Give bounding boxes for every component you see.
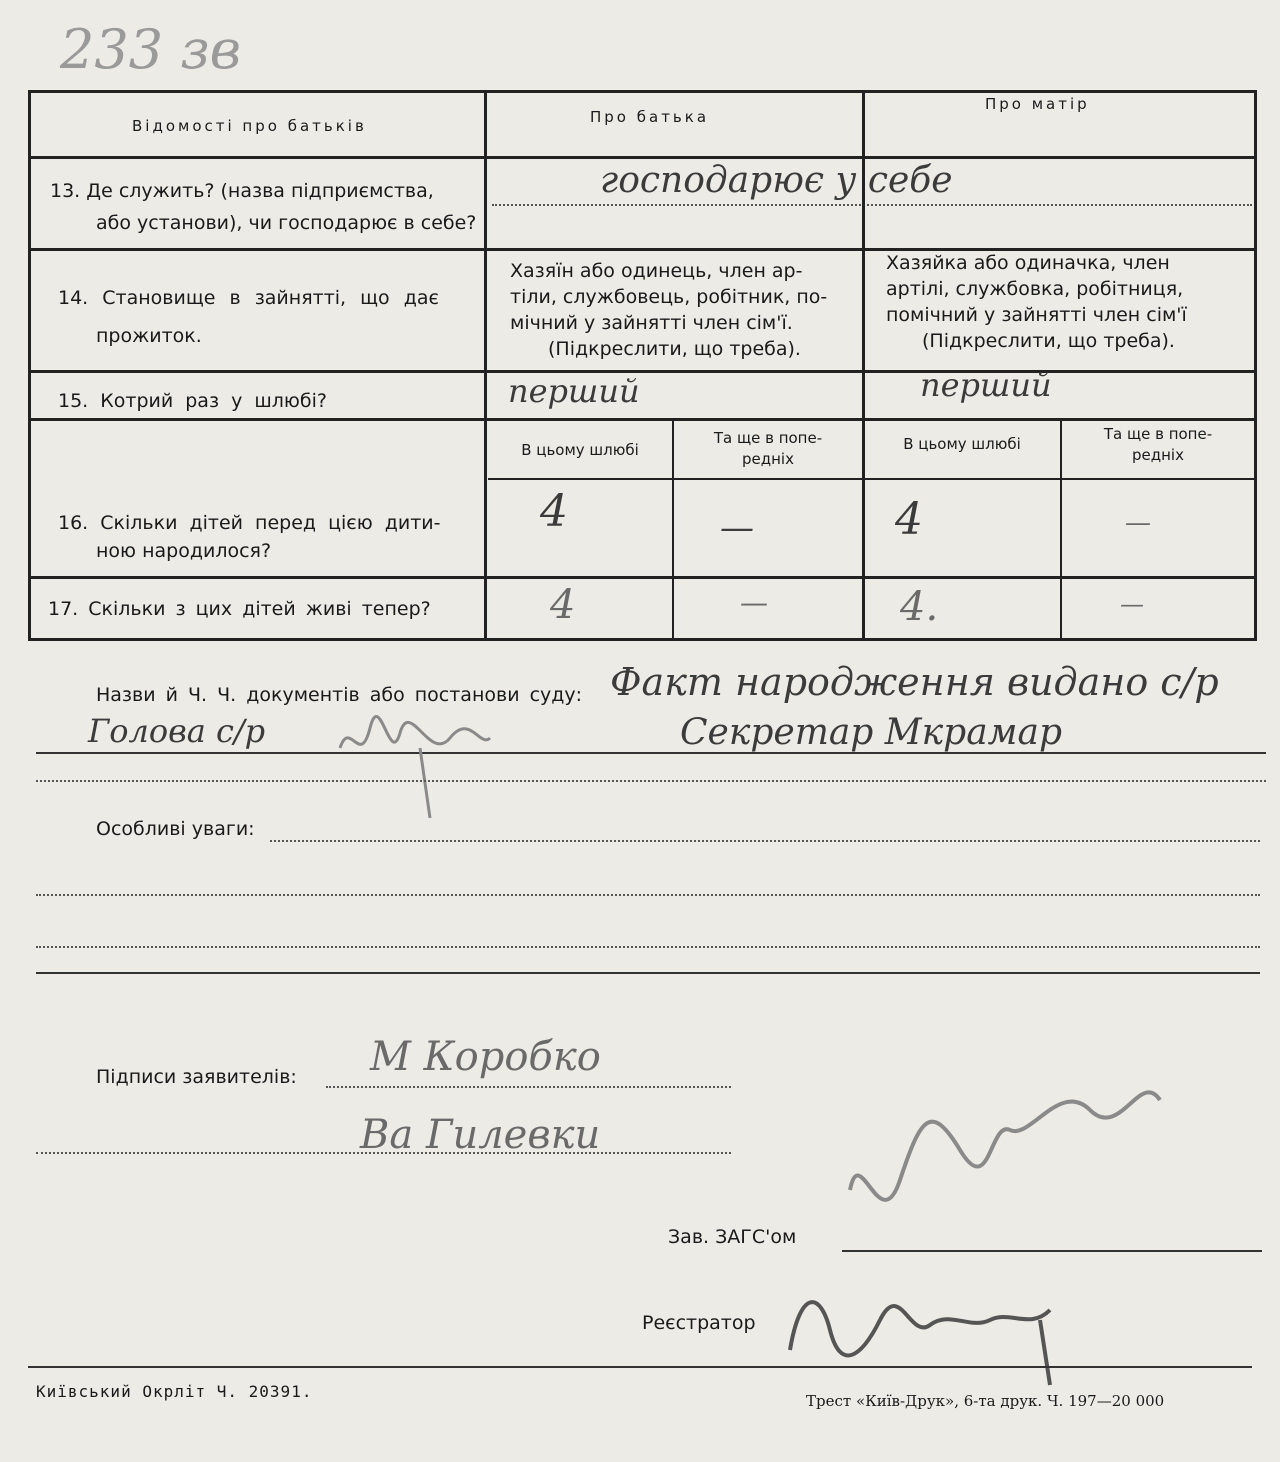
row16-label-line2: ною народилося? — [96, 540, 272, 562]
row17-father-this: 4 — [550, 582, 576, 628]
row13-label-line1: 13. Де служить? (назва підприємства, — [50, 180, 434, 202]
row14-mother-line: Хазяйка або одиначка, член — [886, 252, 1170, 274]
archive-mark: 233 зв — [60, 18, 242, 81]
head-signature-scribble — [330, 708, 500, 818]
row16-mother-this: 4 — [895, 494, 923, 545]
row13-label-line2: або установи), чи господарює в себе? — [96, 212, 477, 234]
row14-father-line: Хазяїн або одинець, член ар- — [510, 260, 803, 282]
documents-value-line1: Факт народження видано с/р — [610, 660, 1219, 704]
notes-line-1 — [270, 840, 1260, 842]
zags-signature — [840, 1060, 1180, 1260]
row17-label: 17. Скільки з цих дітей живі тепер? — [48, 598, 431, 620]
documents-value-line2a: Голова с/р — [88, 712, 266, 750]
row16-father-prev-header-1: Та ще в попе- — [713, 429, 823, 447]
row16-mother-this-header: В цьому шлюбі — [903, 435, 1021, 453]
row15-mother-answer: перший — [920, 366, 1052, 404]
row16-mother-prev-header-1: Та ще в попе- — [1103, 425, 1213, 443]
head-signature — [330, 708, 500, 828]
signature-2: Ва Гилевки — [360, 1112, 601, 1158]
documents-label: Назви й Ч. Ч. документів або постанови суду: — [96, 684, 583, 706]
header-info-label: Відомості про батьків — [132, 117, 367, 135]
zags-label: Зав. ЗАГС'ом — [668, 1226, 797, 1248]
row16-label-line1: 16. Скільки дітей перед цією дити- — [58, 512, 441, 534]
header-mother-label: Про матір — [985, 95, 1090, 113]
notes-line-3 — [36, 946, 1260, 948]
row16-father-prev-header-2: редніх — [742, 450, 794, 468]
row14-label-line1: 14. Становище в зайнятті, що дає — [58, 287, 439, 309]
signatures-label: Підписи заявителів: — [96, 1066, 297, 1088]
row16-mother-prev: — — [1125, 508, 1151, 538]
row16-mother-prev-header-2: редніх — [1132, 446, 1184, 464]
notes-line-2 — [36, 894, 1260, 896]
footer-right: Трест «Київ-Друк», 6-та друк. Ч. 197—20 000 — [806, 1392, 1165, 1410]
row14-label-line2: прожиток. — [96, 325, 202, 347]
row17-father-prev: — — [740, 586, 768, 619]
notes-label: Особливі уваги: — [96, 818, 255, 840]
row14-father-line: тіли, службовець, робітник, по- — [510, 286, 828, 308]
row16-father-prev: — — [720, 508, 754, 548]
row13-answer: господарює у себе — [600, 160, 953, 201]
footer-left: Київський Окрліт Ч. 20391. — [36, 1382, 313, 1401]
row15-father-answer: перший — [508, 372, 640, 410]
signature-1: М Коробко — [370, 1034, 601, 1080]
documents-value-line2b: Секретар Мкрамар — [680, 712, 1063, 753]
row15-label: 15. Котрий раз у шлюбі? — [58, 390, 327, 412]
row17-mother-this: 4. — [900, 584, 939, 630]
row17-mother-prev: — — [1120, 590, 1144, 618]
row14-father-line: мічний у зайнятті член сім'ї. — [510, 312, 793, 334]
registrar-label: Реєстратор — [642, 1312, 756, 1334]
registrar-signature — [780, 1270, 1080, 1390]
row16-father-this-header: В цьому шлюбі — [521, 441, 639, 459]
row16-father-this: 4 — [540, 486, 568, 537]
row14-mother-line: помічний у зайнятті член сім'ї — [886, 304, 1187, 326]
row14-mother-line: (Підкреслити, що треба). — [922, 330, 1175, 352]
row14-father-line: (Підкреслити, що треба). — [548, 338, 801, 360]
row14-mother-line: артілі, службовка, робітниця, — [886, 278, 1184, 300]
header-father-label: Про батька — [590, 108, 710, 126]
